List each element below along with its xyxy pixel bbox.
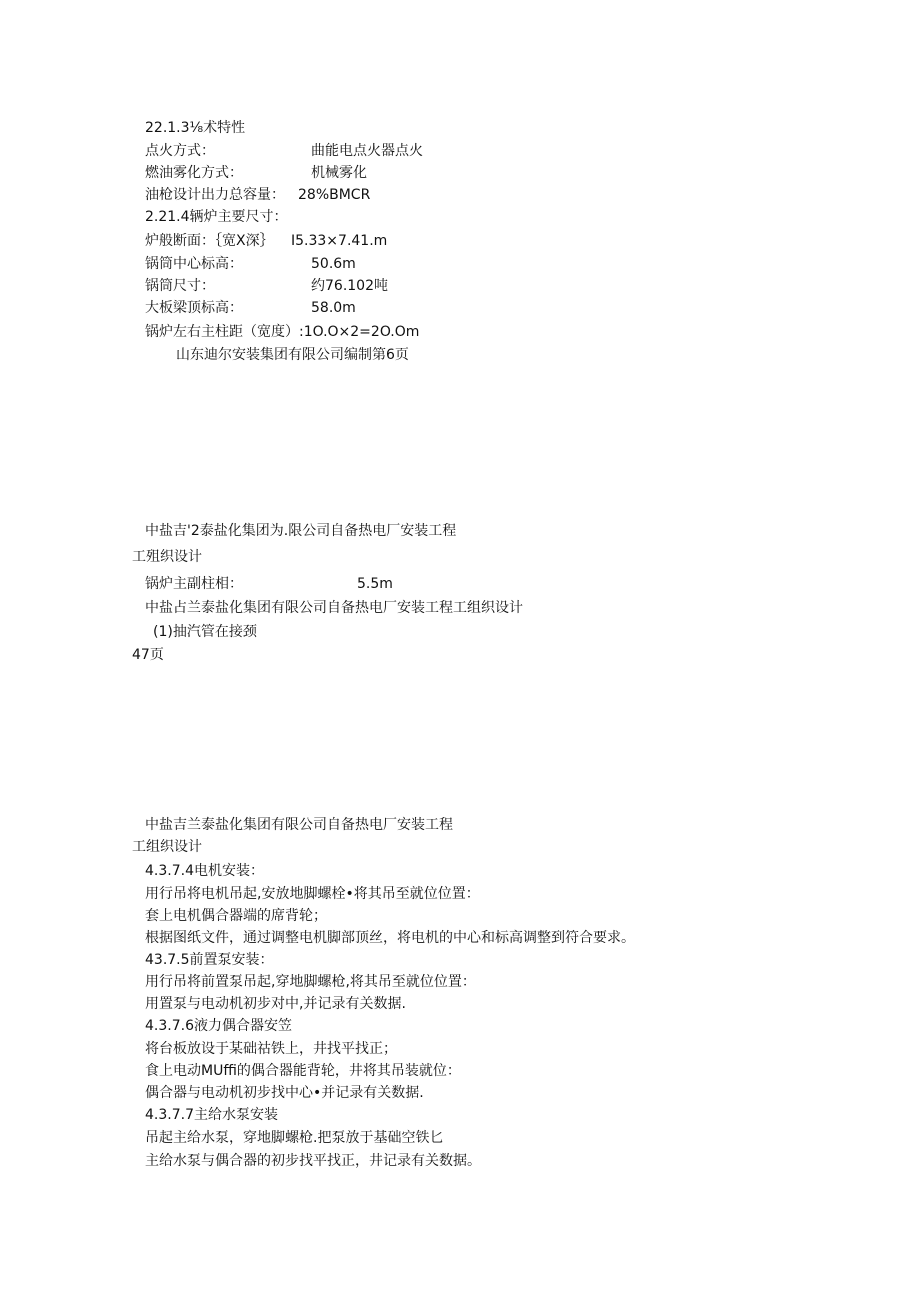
- spec-label-atomization: 燃油雾化方式：: [145, 165, 243, 181]
- body-line: 套上电机偶合器端的席背轮；: [145, 908, 327, 924]
- spec-value-ignition: 曲能电点火器点火: [311, 143, 423, 159]
- body-line: 吊起主给水泵，穿地脚螺枪.把泵放于基础空铁匕: [145, 1130, 444, 1146]
- dim-value-drum-size: 约76.102吨: [311, 278, 388, 294]
- body-line: 用行吊将电机吊起,安放地脚螺栓•将其吊至就位位置：: [145, 886, 480, 902]
- body-line: 根据图纸文件，通过调整电机脚部顶丝，将电机的中心和标高调整到符合要求。: [145, 930, 635, 946]
- doc-subtitle: 工殂织设计: [132, 549, 202, 565]
- doc-title-2: 中盐占兰泰盐化集团有限公司自备热电厂安装工程工组织设计: [145, 600, 523, 616]
- dim-label-section: 炉般断面：｛宽X深｝: [145, 233, 274, 249]
- doc-title-3: 中盐吉兰泰盐化集团有限公司自备热电厂安装工程: [145, 817, 453, 833]
- pillar-label: 锅炉主副柱相：: [145, 576, 243, 592]
- doc-title: 中盐吉'2泰盐化集团为.限公司自备热电厂安装工程: [145, 523, 457, 539]
- spec-label-ignition: 点火方式：: [145, 143, 215, 159]
- dim-value-beam-height: 58.0m: [311, 300, 356, 316]
- dim-value-section: I5.33×7.41.m: [291, 233, 388, 249]
- sub-heading-pump: 43.7.5前置泵安装：: [145, 952, 274, 968]
- body-line: 用置泵与电动机初步对中,并记录有关数据.: [145, 996, 406, 1012]
- sub-heading-coupler: 4.3.7.6液力偶合器安笠: [145, 1018, 292, 1034]
- dim-label-beam-height: 大板梁顶标高：: [145, 300, 243, 316]
- spec-value-oil-gun: 28%BMCR: [298, 187, 371, 203]
- dim-label-drum-height: 锅筒中心标高：: [145, 256, 243, 272]
- body-line: 用行吊将前置泵吊起,穿地脚螺枪,将其吊至就位位置：: [145, 974, 476, 990]
- doc-subtitle-3: 工组织设计: [132, 839, 202, 855]
- pillar-value: 5.5m: [357, 576, 393, 592]
- dim-value-drum-height: 50.6m: [311, 256, 356, 272]
- page-number: 47页: [132, 647, 164, 663]
- body-line: 偶合器与电动机初步找中心•并记录有关数据.: [145, 1085, 424, 1101]
- spec-label-oil-gun: 油枪设计出力总容量：: [145, 187, 285, 203]
- sub-heading-feed-pump: 4.3.7.7主给水泵安装: [145, 1107, 278, 1123]
- section-heading: 22.1.3⅛术特性: [145, 120, 246, 136]
- body-line: 食上电动MUffi的偶合器能背轮，井将其吊装就位：: [145, 1063, 461, 1079]
- spec-value-atomization: 机械雾化: [311, 165, 367, 181]
- list-item: (1)抽汽管在接颈: [153, 624, 257, 640]
- body-line: 将台板放设于某础祜铁上，井找平找正；: [145, 1041, 397, 1057]
- dim-label-drum-size: 锅筒尺寸：: [145, 278, 215, 294]
- body-line: 主给水泵与偶合器的初步找平找正，井记录有关数据。: [145, 1153, 481, 1169]
- sub-heading-motor: 4.3.7.4电机安装：: [145, 863, 264, 879]
- page-footer: 山东迪尔安装集团有限公司编制第6页: [176, 347, 409, 363]
- column-spacing: 锅炉左右主柱距（宽度）:1O.O×2=2O.Om: [145, 324, 420, 340]
- section-subheading: 2.21.4辆炉主要尺寸：: [145, 209, 288, 225]
